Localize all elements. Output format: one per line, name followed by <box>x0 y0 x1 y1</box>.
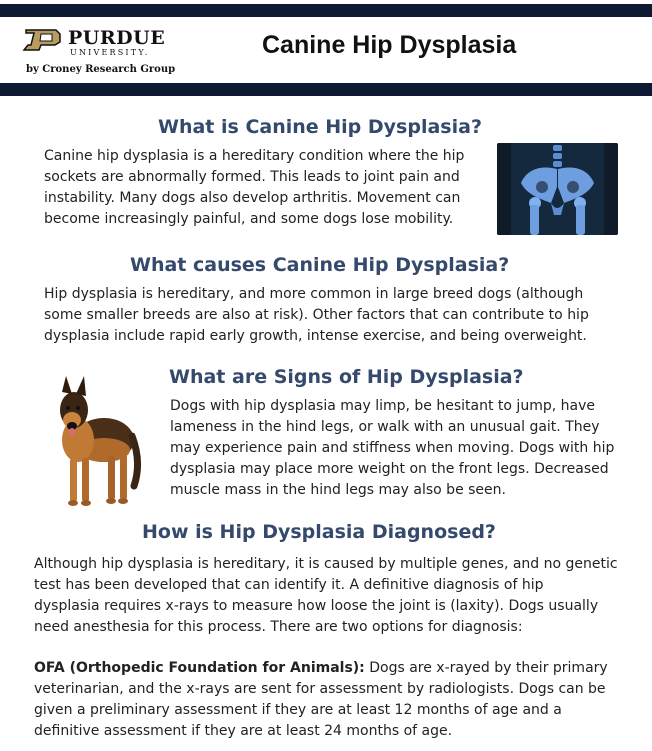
text-line: instability. Many dogs also develop arthritis. Movement can <box>44 190 461 206</box>
section-heading-diagnosed: How is Hip Dysplasia Diagnosed? <box>142 521 496 543</box>
text-line: Hip dysplasia is hereditary, and more common in large breed dogs (although <box>44 286 584 302</box>
text-line: dysplasia requires x-rays to measure how loose the joint is (laxity). Dogs usually <box>34 598 599 614</box>
ofa-label: OFA (Orthopedic Foundation for Animals): <box>34 660 365 676</box>
text-line: dysplasia include rapid early growth, intense exercise, and being overweight. <box>44 328 587 344</box>
purdue-logo <box>22 27 176 79</box>
text-line: definitive assessment if they are at least 24 months of age. <box>34 723 453 739</box>
header <box>0 17 652 83</box>
top-banner-bar <box>0 4 652 17</box>
logo-byline: by Croney Research Group <box>26 64 176 75</box>
text-line: veterinarian, and the x-rays are sent for assessment by radiologists. Dogs can be <box>34 681 606 697</box>
text-line: given a preliminary assessment if they are at least 12 months of age and a <box>34 702 562 718</box>
text-line: some smaller breeds are also at risk). Other factors that can contribute to hip <box>44 307 589 323</box>
purdue-p-logo-icon <box>22 29 62 51</box>
text-line: muscle mass in the hind legs may also be seen. <box>170 482 506 498</box>
text-line: Canine hip dysplasia is a hereditary condition where the hip <box>44 148 465 164</box>
ofa-paragraph <box>34 658 648 742</box>
text-line: may experience pain and stiffness when moving. Dogs with hip <box>170 440 615 456</box>
text-line <box>34 658 648 679</box>
text-line: sockets are abnormally formed. This leads to joint pain and <box>44 169 460 185</box>
header-bottom-bar <box>0 83 652 96</box>
pelvis-xray-image <box>497 143 618 235</box>
text-line: lameness in the hind legs, or walk with an unusual gait. They <box>170 419 600 435</box>
text-line: dysplasia may place more weight on the front legs. Decreased <box>170 461 609 477</box>
text-line: Although hip dysplasia is hereditary, it is caused by multiple genes, and no genetic <box>34 556 618 572</box>
xray-illustration <box>497 143 618 235</box>
section-body-diagnosed <box>34 554 648 638</box>
text-line: Dogs with hip dysplasia may limp, be hesitant to jump, have <box>170 398 595 414</box>
section-heading-causes: What causes Canine Hip Dysplasia? <box>130 254 510 276</box>
page-title: Canine Hip Dysplasia <box>262 31 517 59</box>
text-line: become increasingly painful, and some dogs lose mobility. <box>44 211 454 227</box>
section-body-what-is <box>44 146 494 230</box>
german-shepherd-image <box>46 362 142 512</box>
text-line: test has been developed that can identify it. A definitive diagnosis of hip <box>34 577 544 593</box>
section-heading-what-is: What is Canine Hip Dysplasia? <box>158 116 482 138</box>
dog-illustration <box>46 362 142 512</box>
section-heading-signs: What are Signs of Hip Dysplasia? <box>169 366 524 388</box>
logo-university-text: UNIVERSITY. <box>70 48 150 57</box>
ofa-text: Dogs are x-rayed by their primary <box>364 660 608 676</box>
logo-wordmark: PURDUE <box>68 27 166 49</box>
text-line: need anesthesia for this process. There are two options for diagnosis: <box>34 619 523 635</box>
section-body-signs <box>170 396 640 501</box>
section-body-causes <box>44 284 644 347</box>
